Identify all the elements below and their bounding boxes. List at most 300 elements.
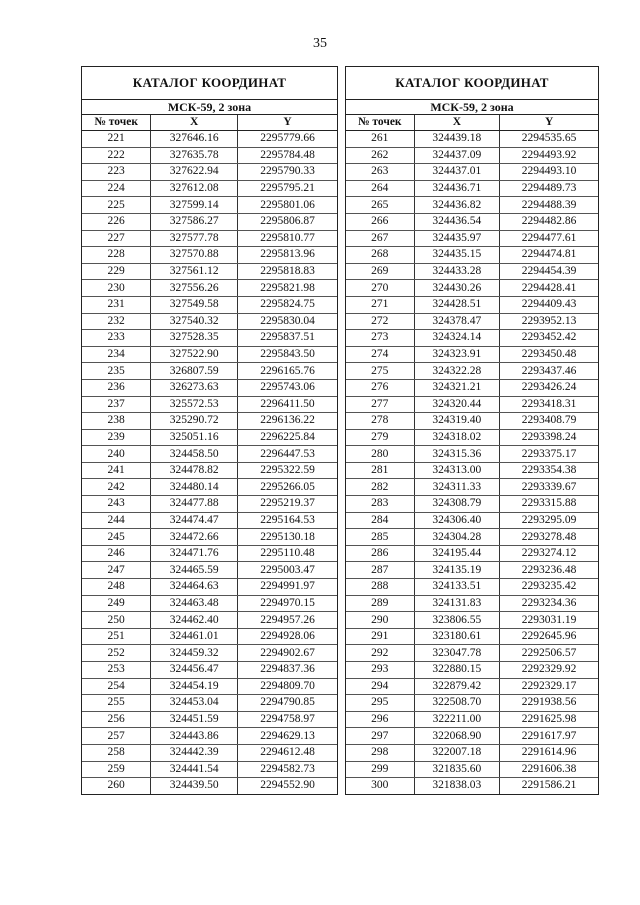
cell-point-number: 242	[82, 479, 151, 496]
cell-point-number: 275	[346, 363, 414, 380]
cell-point-number: 252	[82, 645, 151, 662]
catalog-title: КАТАЛОГ КООРДИНАТ	[82, 67, 337, 100]
cell-point-number: 240	[82, 446, 151, 463]
table-row	[346, 247, 598, 264]
cell-point-number: 255	[82, 695, 151, 712]
table-row	[346, 330, 598, 347]
catalog-zone: МСК-59, 2 зона	[346, 100, 598, 115]
cell-y: 2295130.18	[238, 529, 337, 546]
table-row	[346, 164, 598, 181]
cell-point-number: 236	[82, 379, 151, 396]
cell-x: 324131.83	[414, 595, 500, 612]
cell-x: 327622.94	[151, 164, 238, 181]
cell-y: 2296136.22	[238, 413, 337, 430]
coordinate-table	[82, 115, 337, 794]
cell-y: 2294991.97	[238, 579, 337, 596]
header-x: X	[151, 115, 238, 131]
cell-x: 322508.70	[414, 695, 500, 712]
cell-x: 324451.59	[151, 711, 238, 728]
table-row	[82, 662, 337, 679]
cell-y: 2293426.24	[500, 379, 598, 396]
cell-x: 327586.27	[151, 213, 238, 230]
cell-x: 324453.04	[151, 695, 238, 712]
cell-y: 2294629.13	[238, 728, 337, 745]
table-row	[82, 711, 337, 728]
table-row	[82, 197, 337, 214]
cell-y: 2293031.19	[500, 612, 598, 629]
catalog-title: КАТАЛОГ КООРДИНАТ	[346, 67, 598, 100]
cell-y: 2293452.42	[500, 330, 598, 347]
cell-point-number: 225	[82, 197, 151, 214]
cell-y: 2295743.06	[238, 379, 337, 396]
table-row	[82, 446, 337, 463]
cell-x: 324306.40	[414, 512, 500, 529]
cell-x: 327556.26	[151, 280, 238, 297]
cell-y: 2295801.06	[238, 197, 337, 214]
cell-x: 327577.78	[151, 230, 238, 247]
cell-y: 2295779.66	[238, 131, 337, 148]
cell-y: 2293418.31	[500, 396, 598, 413]
cell-x: 327635.78	[151, 147, 238, 164]
cell-point-number: 257	[82, 728, 151, 745]
cell-x: 327646.16	[151, 131, 238, 148]
cell-x: 324459.32	[151, 645, 238, 662]
cell-point-number: 298	[346, 744, 414, 761]
cell-point-number: 258	[82, 744, 151, 761]
cell-x: 327522.90	[151, 346, 238, 363]
cell-y: 2294488.39	[500, 197, 598, 214]
cell-y: 2295164.53	[238, 512, 337, 529]
cell-point-number: 287	[346, 562, 414, 579]
cell-point-number: 265	[346, 197, 414, 214]
cell-point-number: 256	[82, 711, 151, 728]
cell-x: 324454.19	[151, 678, 238, 695]
cell-y: 2293398.24	[500, 429, 598, 446]
cell-x: 324135.19	[414, 562, 500, 579]
table-row	[82, 462, 337, 479]
cell-point-number: 254	[82, 678, 151, 695]
cell-x: 327561.12	[151, 263, 238, 280]
table-row	[346, 446, 598, 463]
table-row	[346, 379, 598, 396]
table-row	[346, 628, 598, 645]
table-row	[346, 479, 598, 496]
coordinate-catalog-right	[345, 66, 599, 795]
table-row	[346, 545, 598, 562]
table-row	[346, 744, 598, 761]
cell-x: 322211.00	[414, 711, 500, 728]
cell-y: 2296165.76	[238, 363, 337, 380]
table-row	[346, 761, 598, 778]
cell-y: 2291606.38	[500, 761, 598, 778]
table-row	[82, 213, 337, 230]
cell-y: 2293375.17	[500, 446, 598, 463]
cell-point-number: 223	[82, 164, 151, 181]
cell-y: 2293236.48	[500, 562, 598, 579]
cell-x: 322007.18	[414, 744, 500, 761]
header-point-number: № точек	[346, 115, 414, 131]
table-row	[82, 164, 337, 181]
cell-point-number: 289	[346, 595, 414, 612]
cell-x: 324464.63	[151, 579, 238, 596]
cell-y: 2293235.42	[500, 579, 598, 596]
cell-x: 327570.88	[151, 247, 238, 264]
cell-point-number: 233	[82, 330, 151, 347]
cell-y: 2294970.15	[238, 595, 337, 612]
cell-y: 2291586.21	[500, 778, 598, 794]
table-row	[346, 612, 598, 629]
cell-y: 2295810.77	[238, 230, 337, 247]
coordinate-catalog-left	[81, 66, 338, 795]
cell-point-number: 282	[346, 479, 414, 496]
cell-point-number: 246	[82, 545, 151, 562]
cell-y: 2295818.83	[238, 263, 337, 280]
cell-y: 2295795.21	[238, 180, 337, 197]
cell-x: 324463.48	[151, 595, 238, 612]
cell-y: 2295837.51	[238, 330, 337, 347]
cell-point-number: 234	[82, 346, 151, 363]
cell-y: 2295843.50	[238, 346, 337, 363]
table-row	[82, 761, 337, 778]
cell-y: 2295266.05	[238, 479, 337, 496]
cell-x: 324436.54	[414, 213, 500, 230]
cell-point-number: 253	[82, 662, 151, 679]
cell-x: 323047.78	[414, 645, 500, 662]
cell-x: 324480.14	[151, 479, 238, 496]
cell-point-number: 231	[82, 296, 151, 313]
table-row	[82, 429, 337, 446]
cell-point-number: 269	[346, 263, 414, 280]
table-row	[82, 330, 337, 347]
cell-x: 324428.51	[414, 296, 500, 313]
cell-point-number: 283	[346, 496, 414, 513]
cell-point-number: 245	[82, 529, 151, 546]
cell-point-number: 237	[82, 396, 151, 413]
cell-point-number: 241	[82, 462, 151, 479]
cell-y: 2295322.59	[238, 462, 337, 479]
cell-y: 2294482.86	[500, 213, 598, 230]
table-row	[82, 296, 337, 313]
cell-y: 2294535.65	[500, 131, 598, 148]
cell-point-number: 229	[82, 263, 151, 280]
cell-y: 2296225.84	[238, 429, 337, 446]
table-header-row	[82, 115, 337, 131]
table-row	[82, 778, 337, 794]
cell-y: 2293278.48	[500, 529, 598, 546]
cell-point-number: 286	[346, 545, 414, 562]
cell-y: 2292329.17	[500, 678, 598, 695]
table-row	[346, 413, 598, 430]
cell-point-number: 277	[346, 396, 414, 413]
cell-point-number: 263	[346, 164, 414, 181]
cell-y: 2294409.43	[500, 296, 598, 313]
cell-x: 324430.26	[414, 280, 500, 297]
cell-x: 324318.02	[414, 429, 500, 446]
cell-y: 2294489.73	[500, 180, 598, 197]
cell-point-number: 228	[82, 247, 151, 264]
cell-point-number: 260	[107, 779, 125, 792]
cell-point-number: 292	[346, 645, 414, 662]
table-row	[82, 131, 337, 148]
cell-point-number: 226	[82, 213, 151, 230]
cell-y: 2291617.97	[500, 728, 598, 745]
cell-point-number: 247	[82, 562, 151, 579]
cell-x: 324433.28	[414, 263, 500, 280]
cell-x: 324436.82	[414, 197, 500, 214]
cell-y: 2295824.75	[238, 296, 337, 313]
cell-y: 2292329.92	[500, 662, 598, 679]
cell-y: 2295806.87	[238, 213, 337, 230]
cell-y: 2293274.12	[500, 545, 598, 562]
cell-x: 324442.39	[151, 744, 238, 761]
cell-x: 324478.82	[151, 462, 238, 479]
table-row	[346, 313, 598, 330]
cell-x: 324471.76	[151, 545, 238, 562]
cell-y: 2293437.46	[500, 363, 598, 380]
table-row	[82, 595, 337, 612]
table-row	[82, 496, 337, 513]
cell-x: 324313.00	[414, 462, 500, 479]
table-row	[82, 579, 337, 596]
table-row	[346, 695, 598, 712]
cell-y: 2294493.10	[500, 164, 598, 181]
table-row	[346, 562, 598, 579]
cell-y: 2295813.96	[238, 247, 337, 264]
cell-point-number: 293	[346, 662, 414, 679]
cell-x: 324324.14	[414, 330, 500, 347]
cell-x: 323180.61	[414, 628, 500, 645]
table-row	[82, 678, 337, 695]
cell-point-number: 222	[82, 147, 151, 164]
cell-x: 324195.44	[414, 545, 500, 562]
table-row	[82, 744, 337, 761]
cell-point-number: 279	[346, 429, 414, 446]
cell-point-number: 294	[346, 678, 414, 695]
header-y: Y	[238, 115, 337, 131]
cell-x: 324315.36	[414, 446, 500, 463]
table-row	[346, 396, 598, 413]
table-row	[346, 429, 598, 446]
table-row	[82, 728, 337, 745]
cell-x: 324443.86	[151, 728, 238, 745]
table-row	[346, 213, 598, 230]
cell-x: 327540.32	[151, 313, 238, 330]
cell-point-number: 261	[346, 131, 414, 148]
cell-x: 324456.47	[151, 662, 238, 679]
cell-y: 2295219.37	[238, 496, 337, 513]
cell-point-number: 281	[346, 462, 414, 479]
cell-x: 324304.28	[414, 529, 500, 546]
cell-y: 2294474.81	[500, 247, 598, 264]
cell-x: 324437.09	[414, 147, 500, 164]
cell-point-number: 299	[346, 761, 414, 778]
cell-point-number: 274	[346, 346, 414, 363]
table-row	[82, 230, 337, 247]
table-row	[82, 695, 337, 712]
header-x: X	[414, 115, 500, 131]
table-row	[346, 595, 598, 612]
cell-x: 324323.91	[414, 346, 500, 363]
table-row	[346, 728, 598, 745]
table-row	[346, 678, 598, 695]
cell-point-number: 266	[346, 213, 414, 230]
cell-point-number: 271	[346, 296, 414, 313]
cell-x: 324462.40	[151, 612, 238, 629]
cell-point-number: 290	[346, 612, 414, 629]
cell-x: 324439.18	[414, 131, 500, 148]
cell-x: 321838.03	[414, 778, 500, 794]
cell-y: 2292645.96	[500, 628, 598, 645]
cell-x: 324435.97	[414, 230, 500, 247]
cell-y: 2294957.26	[238, 612, 337, 629]
cell-point-number: 249	[82, 595, 151, 612]
cell-x: 322880.15	[414, 662, 500, 679]
cell-point-number: 262	[346, 147, 414, 164]
cell-point-number: 273	[346, 330, 414, 347]
cell-x: 324477.88	[151, 496, 238, 513]
cell-point-number: 248	[82, 579, 151, 596]
cell-x: 325572.53	[151, 396, 238, 413]
table-row	[82, 529, 337, 546]
cell-point-number: 300	[371, 779, 389, 792]
table-row	[346, 280, 598, 297]
cell-x: 324439.50	[151, 778, 238, 794]
cell-y: 2291938.56	[500, 695, 598, 712]
cell-y: 2294790.85	[238, 695, 337, 712]
cell-y: 2295110.48	[238, 545, 337, 562]
cell-y: 2293339.67	[500, 479, 598, 496]
cell-y: 2294612.48	[238, 744, 337, 761]
cell-x: 324474.47	[151, 512, 238, 529]
cell-x: 324436.71	[414, 180, 500, 197]
table-row	[82, 645, 337, 662]
cell-y: 2293354.38	[500, 462, 598, 479]
table-row	[82, 628, 337, 645]
table-row	[82, 247, 337, 264]
cell-point-number: 221	[82, 131, 151, 148]
cell-y: 2293315.88	[500, 496, 598, 513]
cell-point-number: 227	[82, 230, 151, 247]
cell-y: 2296411.50	[238, 396, 337, 413]
cell-y: 2291625.98	[500, 711, 598, 728]
catalog-zone: МСК-59, 2 зона	[82, 100, 337, 115]
table-row	[346, 711, 598, 728]
cell-point-number: 251	[82, 628, 151, 645]
cell-x: 324472.66	[151, 529, 238, 546]
cell-point-number: 239	[82, 429, 151, 446]
cell-y: 2293952.13	[500, 313, 598, 330]
cell-x: 324308.79	[414, 496, 500, 513]
cell-y: 2291614.96	[500, 744, 598, 761]
cell-y: 2294428.41	[500, 280, 598, 297]
table-row	[346, 131, 598, 148]
table-row	[82, 346, 337, 363]
cell-point-number: 264	[346, 180, 414, 197]
cell-x: 324461.01	[151, 628, 238, 645]
cell-x: 324311.33	[414, 479, 500, 496]
table-row	[346, 462, 598, 479]
cell-y: 2293450.48	[500, 346, 598, 363]
cell-x: 323806.55	[414, 612, 500, 629]
header-point-number: № точек	[82, 115, 151, 131]
cell-point-number: 238	[82, 413, 151, 430]
table-row	[346, 180, 598, 197]
table-row	[346, 230, 598, 247]
table-row	[82, 612, 337, 629]
table-row	[82, 512, 337, 529]
table-row	[346, 645, 598, 662]
cell-point-number: 295	[346, 695, 414, 712]
table-row	[82, 479, 337, 496]
cell-point-number: 288	[346, 579, 414, 596]
cell-point-number: 244	[82, 512, 151, 529]
cell-y: 2294582.73	[238, 761, 337, 778]
cell-y: 2294552.90	[238, 778, 337, 794]
cell-y: 2294902.67	[238, 645, 337, 662]
cell-y: 2294837.36	[238, 662, 337, 679]
cell-x: 324133.51	[414, 579, 500, 596]
table-row	[346, 512, 598, 529]
cell-point-number: 230	[82, 280, 151, 297]
cell-point-number: 280	[346, 446, 414, 463]
cell-point-number: 243	[82, 496, 151, 513]
cell-y: 2293408.79	[500, 413, 598, 430]
cell-point-number: 268	[346, 247, 414, 264]
table-row	[346, 197, 598, 214]
table-row	[82, 545, 337, 562]
cell-x: 324435.15	[414, 247, 500, 264]
cell-y: 2295821.98	[238, 280, 337, 297]
cell-y: 2296447.53	[238, 446, 337, 463]
cell-x: 327528.35	[151, 330, 238, 347]
cell-x: 324378.47	[414, 313, 500, 330]
table-row	[82, 562, 337, 579]
cell-x: 322879.42	[414, 678, 500, 695]
table-row	[346, 346, 598, 363]
cell-y: 2294493.92	[500, 147, 598, 164]
table-row	[346, 662, 598, 679]
table-row	[346, 263, 598, 280]
cell-y: 2295784.48	[238, 147, 337, 164]
cell-y: 2294758.97	[238, 711, 337, 728]
cell-x: 321835.60	[414, 761, 500, 778]
cell-x: 326807.59	[151, 363, 238, 380]
cell-x: 324437.01	[414, 164, 500, 181]
cell-x: 324322.28	[414, 363, 500, 380]
cell-y: 2294477.61	[500, 230, 598, 247]
cell-x: 325051.16	[151, 429, 238, 446]
cell-y: 2294928.06	[238, 628, 337, 645]
table-row	[346, 363, 598, 380]
table-row	[82, 280, 337, 297]
cell-point-number: 232	[82, 313, 151, 330]
cell-point-number: 224	[82, 180, 151, 197]
cell-y: 2294809.70	[238, 678, 337, 695]
cell-x: 324458.50	[151, 446, 238, 463]
table-row	[82, 180, 337, 197]
table-row	[82, 313, 337, 330]
cell-x: 325290.72	[151, 413, 238, 430]
cell-point-number: 235	[82, 363, 151, 380]
cell-point-number: 278	[346, 413, 414, 430]
cell-x: 327599.14	[151, 197, 238, 214]
cell-y: 2293295.09	[500, 512, 598, 529]
table-row	[346, 529, 598, 546]
cell-point-number: 297	[346, 728, 414, 745]
cell-point-number: 276	[346, 379, 414, 396]
table-row	[346, 778, 598, 794]
table-row	[346, 496, 598, 513]
